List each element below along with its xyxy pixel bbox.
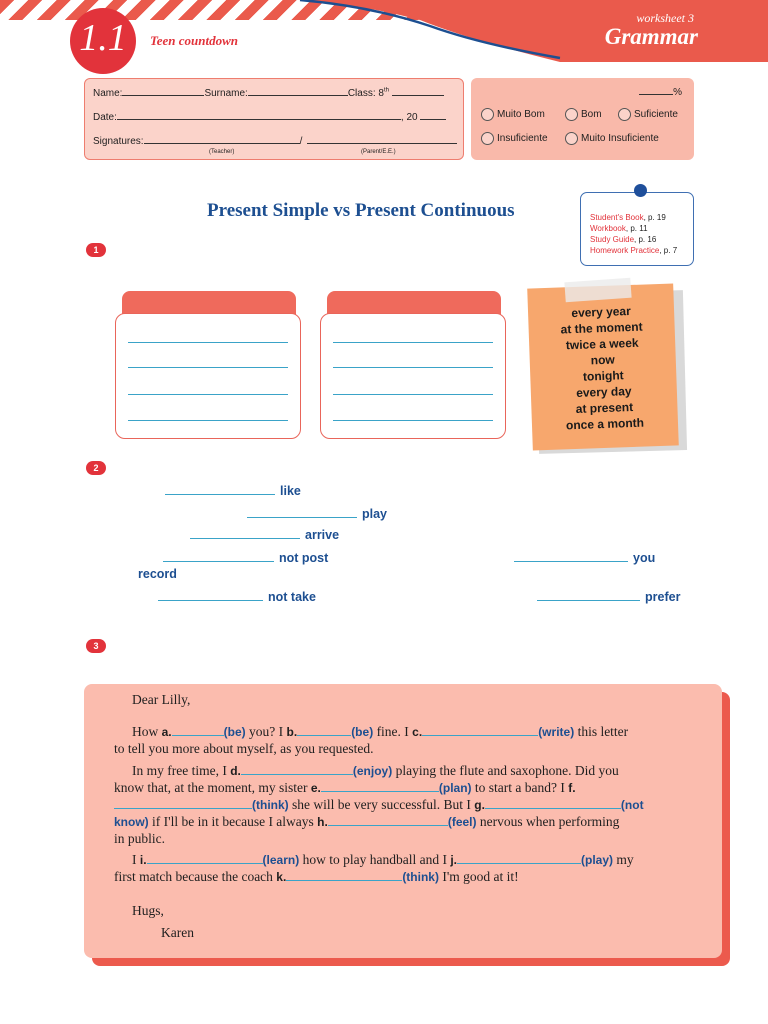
answer-line[interactable] <box>128 420 288 421</box>
grade-option-muito-bom[interactable] <box>481 108 545 121</box>
time-expression: at present <box>575 399 634 416</box>
parent-signature-field[interactable] <box>307 134 457 144</box>
grade-option-label: Suficiente <box>634 109 678 120</box>
percent-field[interactable] <box>639 85 673 95</box>
gap-g[interactable] <box>485 798 621 809</box>
gap-verb: (play) <box>581 853 614 867</box>
time-expression: at the moment <box>560 319 643 337</box>
gap-j[interactable] <box>457 853 581 864</box>
gap-label: h. <box>317 815 328 829</box>
ex2-verb: prefer <box>645 590 681 604</box>
answer-line[interactable] <box>333 367 493 368</box>
reference-page: , p. 11 <box>625 224 648 233</box>
ex2-item-not-take <box>158 589 316 604</box>
gap-h[interactable] <box>328 815 448 826</box>
ex2-verb: like <box>280 484 301 498</box>
letter-text: nervous when performing <box>476 814 620 829</box>
grade-option-suficiente[interactable] <box>618 108 678 121</box>
gap-label: f. <box>568 781 576 795</box>
teacher-sub-label: (Teacher) <box>209 149 235 155</box>
letter-text: How <box>132 724 162 739</box>
ex2-item-not-post <box>163 550 328 565</box>
reference-book-name: Student's Book <box>590 213 644 222</box>
gap-k[interactable] <box>286 870 402 881</box>
ex2-item-arrive <box>190 527 339 542</box>
letter-line-8 <box>132 852 634 868</box>
time-expression: twice a week <box>565 335 639 353</box>
percent-sign: % <box>673 87 682 98</box>
radio-icon[interactable] <box>565 132 578 145</box>
parent-sub-label: (Parent/E.E.) <box>361 149 396 155</box>
letter-text: if I'll be in it because I always <box>148 814 318 829</box>
ex2-verb: arrive <box>305 528 340 542</box>
exercise-2-badge: 2 <box>86 461 106 475</box>
letter-greeting: Dear Lilly, <box>132 692 191 707</box>
answer-line[interactable] <box>333 420 493 421</box>
time-expression: every year <box>571 304 631 321</box>
letter-text: fine. I <box>373 724 413 739</box>
gap-a[interactable] <box>172 725 224 736</box>
gap-label: i. <box>139 853 147 867</box>
time-expression: tonight <box>582 368 624 384</box>
percent-row <box>639 85 682 98</box>
ex2-verb: not take <box>268 590 316 604</box>
reference-homework-practice <box>590 245 693 256</box>
gap-b[interactable] <box>297 725 351 736</box>
letter-line-1 <box>132 724 628 740</box>
letter-text: my <box>613 852 634 867</box>
gap-label: k. <box>276 870 287 884</box>
letter-text: to start a band? I <box>471 780 569 795</box>
worksheet-main-title: Present Simple vs Present Continuous <box>207 200 515 221</box>
letter-line-5 <box>114 797 644 813</box>
exercise-1-badge: 1 <box>86 243 106 257</box>
grade-option-insuficiente[interactable] <box>481 132 548 145</box>
reference-workbook <box>590 223 693 234</box>
letter-line-9 <box>114 869 519 885</box>
gap-c[interactable] <box>422 725 538 736</box>
gap-verb: (enjoy) <box>352 764 393 778</box>
year-label: , 20 <box>400 112 418 123</box>
letter-line-6 <box>114 814 619 830</box>
ex2-blank[interactable] <box>163 550 274 562</box>
letter-line-7: in public. <box>114 831 165 846</box>
letter-line-3 <box>132 763 619 779</box>
gap-label: a. <box>161 725 172 739</box>
worksheet-label: worksheet 3 <box>636 11 694 25</box>
letter-line-4 <box>114 780 576 796</box>
references-box <box>580 192 694 266</box>
letter-text: first match because the coach <box>114 869 277 884</box>
gap-d[interactable] <box>241 764 353 775</box>
ex2-verb: record <box>138 567 177 581</box>
ex2-verb: play <box>362 507 388 521</box>
ex2-blank[interactable] <box>537 589 640 601</box>
gap-verb: (feel) <box>447 815 477 829</box>
unit-title: Teen countdown <box>150 33 239 48</box>
surname-label: Surname: <box>204 88 248 99</box>
letter-text: this letter <box>574 724 629 739</box>
date-row <box>93 110 446 123</box>
letter-text: In my free time, I <box>132 763 231 778</box>
ex2-item-play <box>247 506 387 521</box>
pin-icon <box>634 184 647 197</box>
teacher-signature-field[interactable] <box>144 134 300 144</box>
ex2-blank[interactable] <box>514 550 628 562</box>
ex2-verb: you <box>633 551 656 565</box>
radio-icon[interactable] <box>618 108 631 121</box>
reference-book-name: Study Guide <box>590 235 635 244</box>
answer-line[interactable] <box>128 367 288 368</box>
gap-verb: (plan) <box>438 781 472 795</box>
letter-text: you? I <box>245 724 287 739</box>
letter-line-2: to tell you more about myself, as you requested. <box>114 741 374 756</box>
answer-line[interactable] <box>333 394 493 395</box>
unit-number-badge: 1.1 <box>70 8 136 74</box>
letter-text: know that, at the moment, my sister <box>114 780 311 795</box>
signature-separator: / <box>299 136 303 147</box>
ex2-blank[interactable] <box>165 483 275 495</box>
gap-verb: know) <box>114 815 149 829</box>
gap-e[interactable] <box>321 781 439 792</box>
radio-icon[interactable] <box>565 108 578 121</box>
grade-option-bom[interactable] <box>565 108 602 121</box>
reference-page: , p. 16 <box>634 235 657 244</box>
date-field[interactable] <box>117 110 401 120</box>
gap-verb: (think) <box>402 870 439 884</box>
surname-field[interactable] <box>248 86 348 96</box>
grade-option-label: Muito Bom <box>497 109 545 120</box>
answer-line[interactable] <box>128 342 288 343</box>
date-label: Date: <box>93 112 117 123</box>
signatures-row <box>93 134 457 147</box>
grade-option-label: Muito Insuficiente <box>581 133 659 144</box>
letter-closing: Hugs, <box>132 903 164 918</box>
letter-text: playing the flute and saxophone. Did you <box>392 763 619 778</box>
gap-i[interactable] <box>147 853 263 864</box>
ex2-blank[interactable] <box>158 589 263 601</box>
letter-card <box>84 684 722 958</box>
reference-study-guide <box>590 234 693 245</box>
time-expression: every day <box>575 384 632 400</box>
grade-option-muito-insuficiente[interactable] <box>565 132 659 145</box>
ex2-item-prefer <box>537 589 680 604</box>
gap-verb: (be) <box>351 725 374 739</box>
letter-text: I <box>132 852 140 867</box>
answer-line[interactable] <box>128 394 288 395</box>
letter-text: I'm good at it! <box>438 869 519 884</box>
signatures-label: Signatures: <box>93 136 144 147</box>
time-expression: once a month <box>565 415 645 433</box>
class-superscript: th <box>383 87 389 94</box>
ex2-item-record <box>138 567 177 581</box>
ex2-item-like <box>165 483 301 498</box>
reference-page: , p. 19 <box>643 213 666 222</box>
gap-verb: (not <box>620 798 644 812</box>
name-label: Name: <box>93 88 123 99</box>
ex2-blank[interactable] <box>247 506 357 518</box>
reference-students-book <box>590 212 693 223</box>
column-1-card <box>115 313 301 439</box>
grade-option-label: Insuficiente <box>497 133 548 144</box>
time-expression: now <box>590 352 615 368</box>
letter-signature: Karen <box>161 925 194 940</box>
name-row <box>93 86 444 99</box>
worksheet-title: Grammar <box>604 24 698 49</box>
gap-label: j. <box>450 853 457 867</box>
class-label: Class: 8 <box>347 88 384 99</box>
time-expressions-note <box>527 284 679 451</box>
column-2-card <box>320 313 506 439</box>
radio-icon[interactable] <box>481 108 494 121</box>
class-field[interactable] <box>392 86 444 96</box>
year-field[interactable] <box>420 110 446 120</box>
gap-verb: (write) <box>538 725 575 739</box>
gap-label: g. <box>474 798 485 812</box>
radio-icon[interactable] <box>481 132 494 145</box>
gap-verb: (think) <box>252 798 289 812</box>
gap-label: d. <box>230 764 241 778</box>
gap-label: c. <box>412 725 423 739</box>
grade-box <box>471 78 694 160</box>
ex2-blank[interactable] <box>190 527 300 539</box>
ex2-verb: not post <box>279 551 329 565</box>
reference-book-name: Workbook <box>590 224 626 233</box>
student-info-box <box>84 78 464 160</box>
gap-verb: (learn) <box>262 853 300 867</box>
gap-f[interactable] <box>114 798 252 809</box>
gap-label: e. <box>310 781 321 795</box>
grade-option-label: Bom <box>581 109 602 120</box>
name-field[interactable] <box>122 86 204 96</box>
reference-book-name: Homework Practice <box>590 246 660 255</box>
answer-line[interactable] <box>333 342 493 343</box>
reference-page: , p. 7 <box>659 246 678 255</box>
ex2-item-you-record <box>514 550 655 565</box>
letter-text: how to play handball and I <box>299 852 451 867</box>
gap-label: b. <box>286 725 298 739</box>
exercise-3-badge: 3 <box>86 639 106 653</box>
letter-text: she will be very successful. But I <box>288 797 475 812</box>
gap-verb: (be) <box>223 725 246 739</box>
